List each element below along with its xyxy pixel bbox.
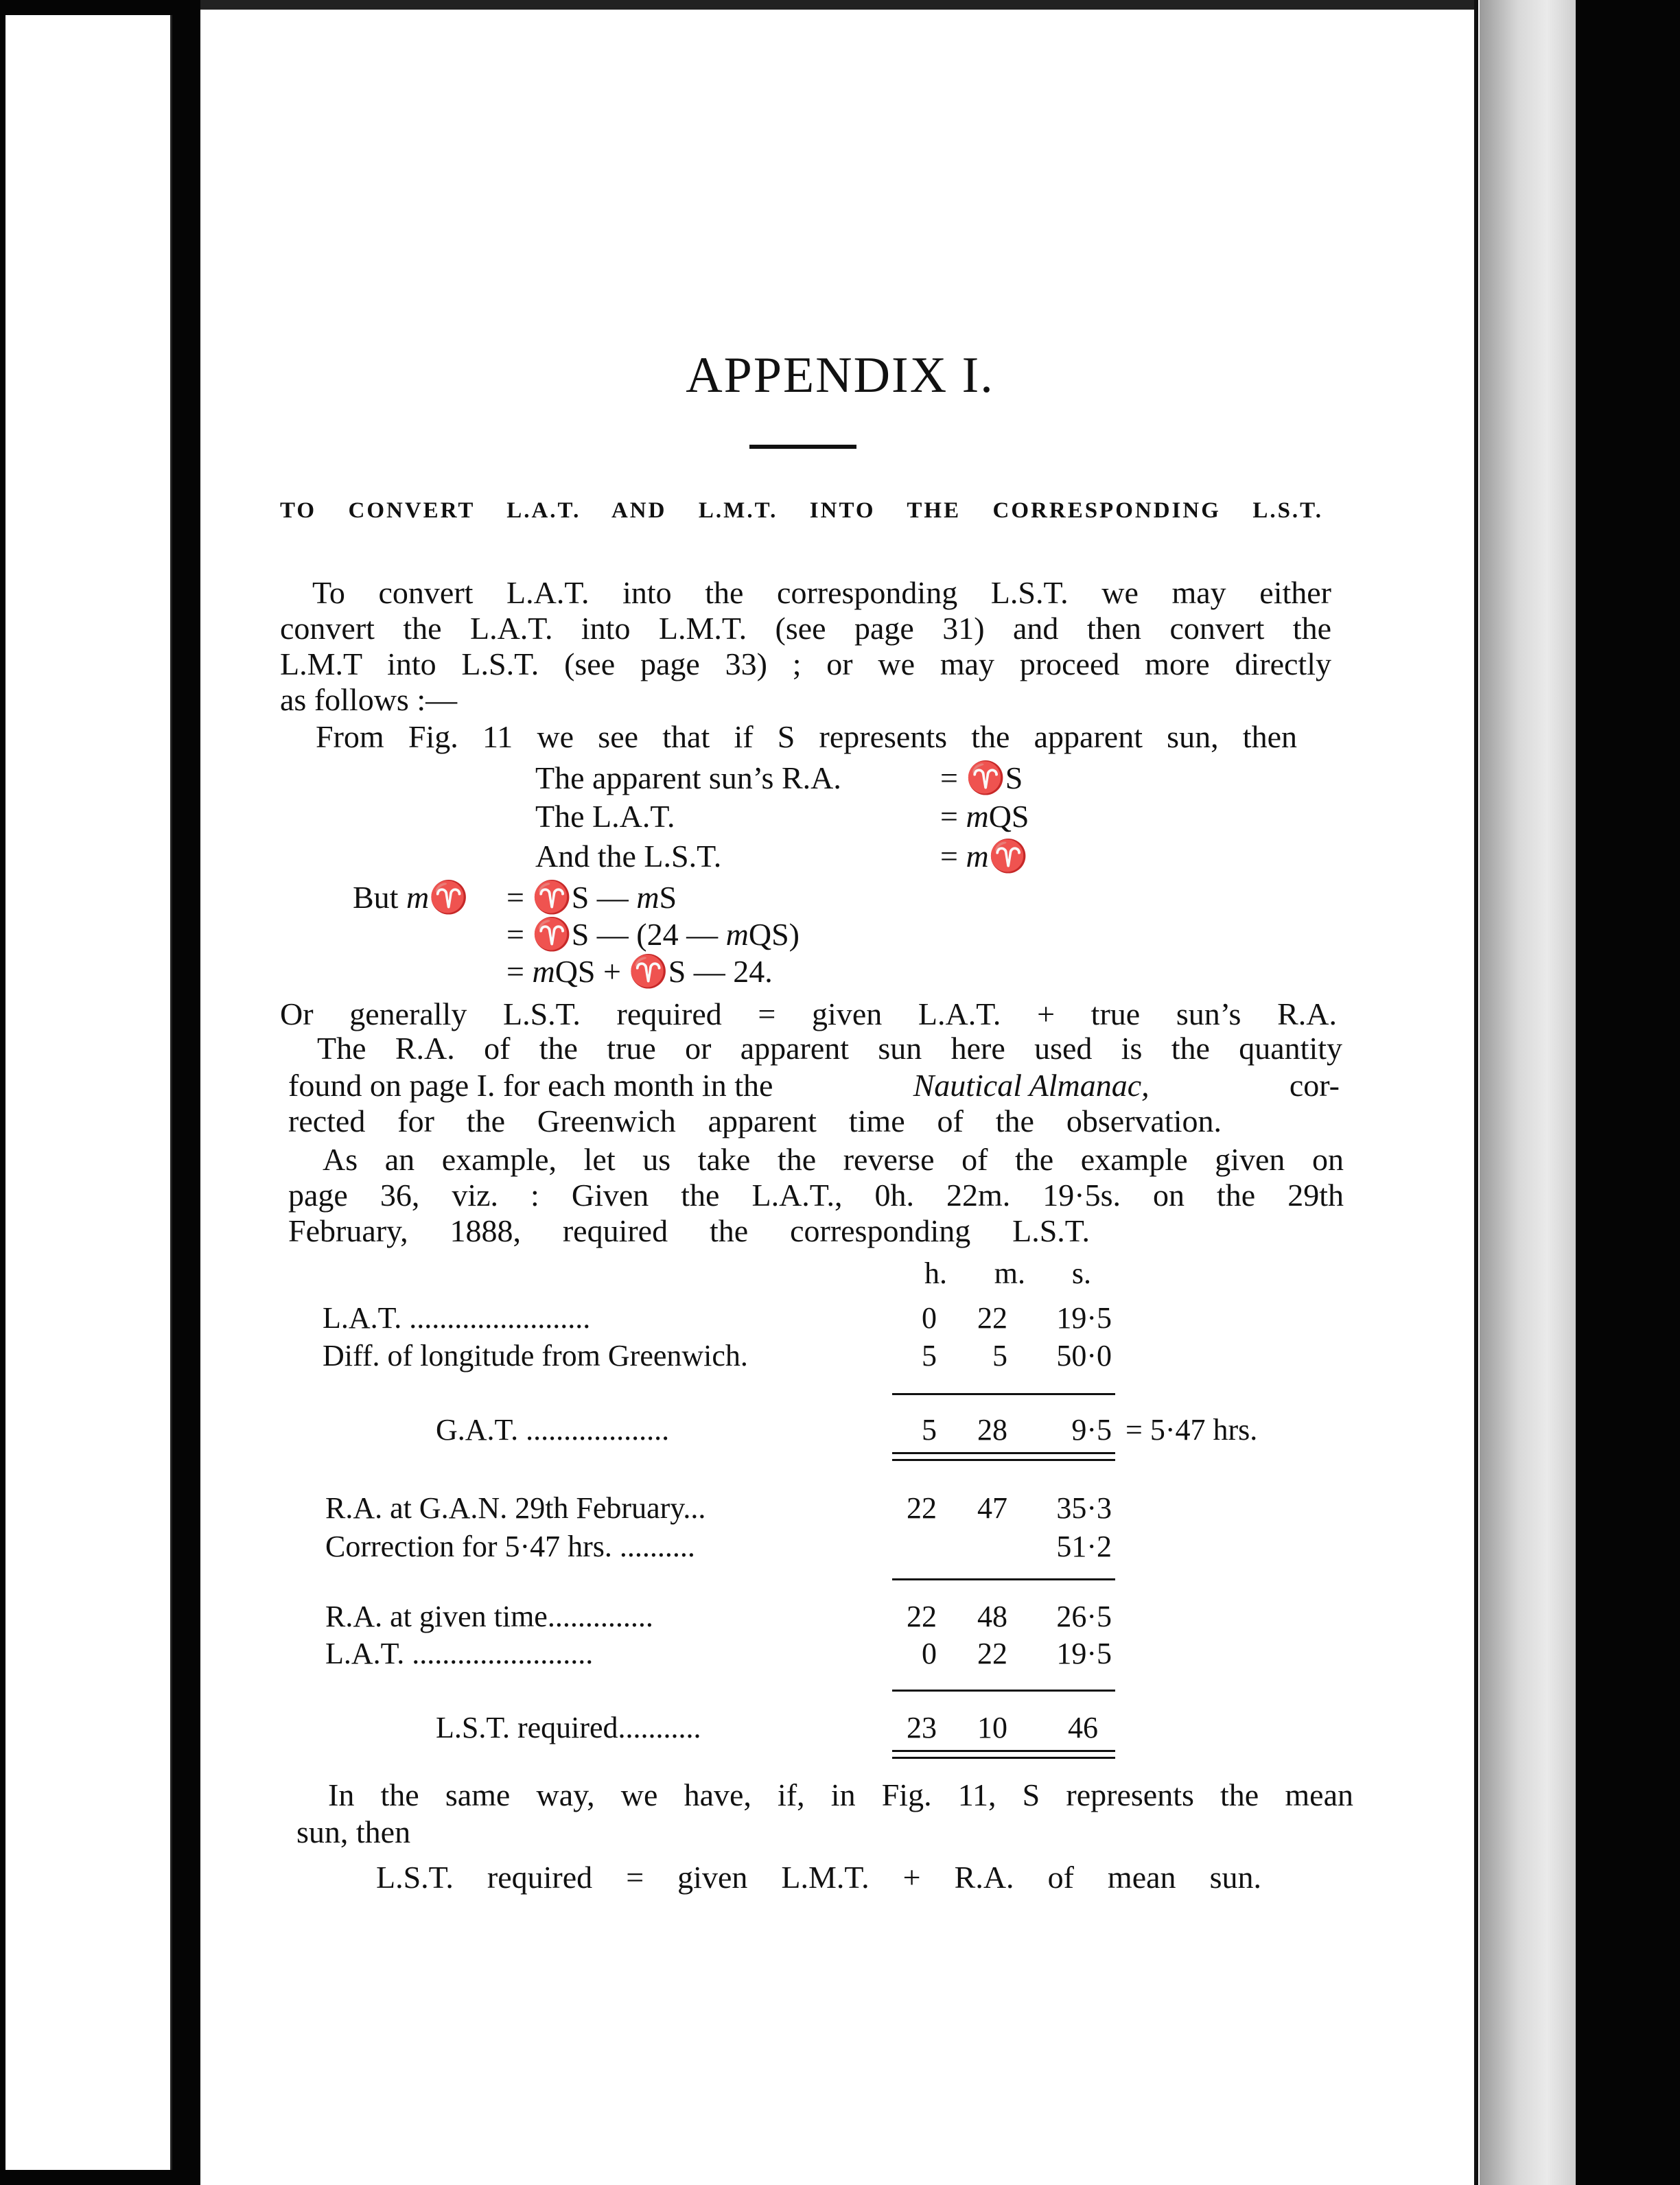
para4-line-1: In the same way, we have, if, in Fig. 11, S represents the mean — [328, 1777, 1353, 1812]
row-diff-h: 5 — [922, 1339, 937, 1372]
def-left-2: The L.A.T. — [535, 799, 675, 834]
para3-line-3: February, 1888, required the corresponding L.S.T. — [288, 1213, 1090, 1248]
row-diff-m: 5 — [992, 1339, 1007, 1372]
final-rule: L.S.T. required = given L.M.T. + R.A. of mean sun. — [376, 1860, 1261, 1895]
row-ra-given-m: 48 — [977, 1600, 1007, 1633]
sum-rule-2 — [892, 1578, 1115, 1580]
title-rule — [749, 445, 856, 449]
row-diff-s: 50·0 — [1056, 1339, 1112, 1372]
def-left-1: The apparent sun’s R.A. — [535, 760, 841, 795]
row-correction-s: 51·2 — [1056, 1530, 1112, 1563]
section-heading: TO CONVERT L.A.T. AND L.M.T. INTO THE CORRESPONDING L.S.T. — [280, 498, 1323, 523]
double-rule-2a — [892, 1750, 1115, 1752]
fig-intro: From Fig. 11 we see that if S represents the apparent sun, then — [316, 719, 1297, 754]
col-header-m: m. — [994, 1257, 1025, 1290]
deriv-right-2: = ♈S — (24 — mQS) — [506, 917, 800, 952]
general-rule: Or generally L.S.T. required = given L.A.T. + true sun’s R.A. — [280, 996, 1337, 1031]
row-label-ra-gan: R.A. at G.A.N. 29th February... — [325, 1491, 706, 1525]
row-ra-given-h: 22 — [907, 1600, 937, 1633]
para2-line-2-end: cor- — [1289, 1068, 1340, 1103]
scan-border-top — [200, 0, 1477, 10]
row-ra-gan-m: 47 — [977, 1491, 1007, 1525]
def-left-3: And the L.S.T. — [535, 839, 722, 874]
row-gat-h: 5 — [922, 1413, 937, 1447]
col-header-s: s. — [1071, 1257, 1091, 1290]
col-header-h: h. — [924, 1257, 947, 1290]
row-lst-m: 10 — [977, 1711, 1007, 1744]
scan-gutter — [177, 0, 200, 2185]
deriv-right-1: = ♈S — mS — [506, 880, 677, 915]
row-gat-s: 9·5 — [1071, 1413, 1112, 1447]
para2-line-3: rected for the Greenwich apparent time of the observation. — [288, 1103, 1222, 1138]
row-lat2-m: 22 — [977, 1637, 1007, 1670]
deriv-right-3: = mQS + ♈S — 24. — [506, 954, 773, 989]
facing-page-edge — [5, 15, 172, 2170]
row-gat-extra: = 5·47 hrs. — [1125, 1413, 1258, 1447]
def-right-2: = mQS — [940, 799, 1029, 834]
row-label-correction: Correction for 5·47 hrs. .......... — [325, 1530, 695, 1563]
row-lst-h: 23 — [907, 1711, 937, 1744]
row-lat2-s: 19·5 — [1056, 1637, 1112, 1670]
sum-rule-3 — [892, 1690, 1115, 1692]
para3-line-1: As an example, let us take the reverse of the example given on — [323, 1142, 1344, 1177]
row-lat-m: 22 — [977, 1301, 1007, 1335]
row-lst-s: 46 — [1068, 1711, 1098, 1744]
double-rule-2b — [892, 1757, 1115, 1759]
row-ra-given-s: 26·5 — [1056, 1600, 1112, 1633]
para2-line-1: The R.A. of the true or apparent sun here used is the quantity — [317, 1031, 1342, 1066]
row-label-gat: G.A.T. ................... — [436, 1413, 670, 1447]
page-title: APPENDIX I. — [686, 347, 994, 404]
row-lat-h: 0 — [922, 1301, 937, 1335]
def-right-3: = m♈ — [940, 839, 1028, 874]
row-label-lat: L.A.T. ........................ — [323, 1301, 591, 1335]
para2-line-2-text: found on page I. for each month in the — [288, 1068, 773, 1103]
row-label-ra-given: R.A. at given time.............. — [325, 1600, 653, 1633]
para4-line-2: sun, then — [296, 1814, 411, 1849]
double-rule-1b — [892, 1459, 1115, 1461]
sum-rule-1 — [892, 1393, 1115, 1395]
para1-line-4: as follows :— — [280, 682, 458, 717]
double-rule-1a — [892, 1452, 1115, 1454]
def-right-1: = ♈S — [940, 760, 1023, 795]
page-stack-shadow — [1480, 0, 1576, 2185]
row-label-lst: L.S.T. required........... — [436, 1711, 701, 1744]
page-edge-right — [1474, 0, 1478, 2185]
para2-line-2 — [288, 1068, 1340, 1103]
para1-line-1: To convert L.A.T. into the corresponding L.S.T. we may either — [312, 575, 1331, 610]
row-lat-s: 19·5 — [1056, 1301, 1112, 1335]
para1-line-3: L.M.T into L.S.T. (see page 33) ; or we may proceed more directly — [280, 646, 1331, 681]
deriv-left-1: But m♈ — [353, 880, 469, 915]
row-label-lat-2: L.A.T. ........................ — [325, 1637, 594, 1670]
para1-line-2: convert the L.A.T. into L.M.T. (see page 31) and then convert the — [280, 611, 1331, 646]
row-lat2-h: 0 — [922, 1637, 937, 1670]
row-gat-m: 28 — [977, 1413, 1007, 1447]
row-label-diff: Diff. of longitude from Greenwich. — [323, 1339, 748, 1372]
para3-line-2: page 36, viz. : Given the L.A.T., 0h. 22m. 19·5s. on the 29th — [288, 1178, 1344, 1213]
row-ra-gan-s: 35·3 — [1056, 1491, 1112, 1525]
scan-border-right — [1576, 0, 1680, 2185]
row-ra-gan-h: 22 — [907, 1491, 937, 1525]
nautical-almanac: Nautical Almanac, — [913, 1068, 1150, 1103]
